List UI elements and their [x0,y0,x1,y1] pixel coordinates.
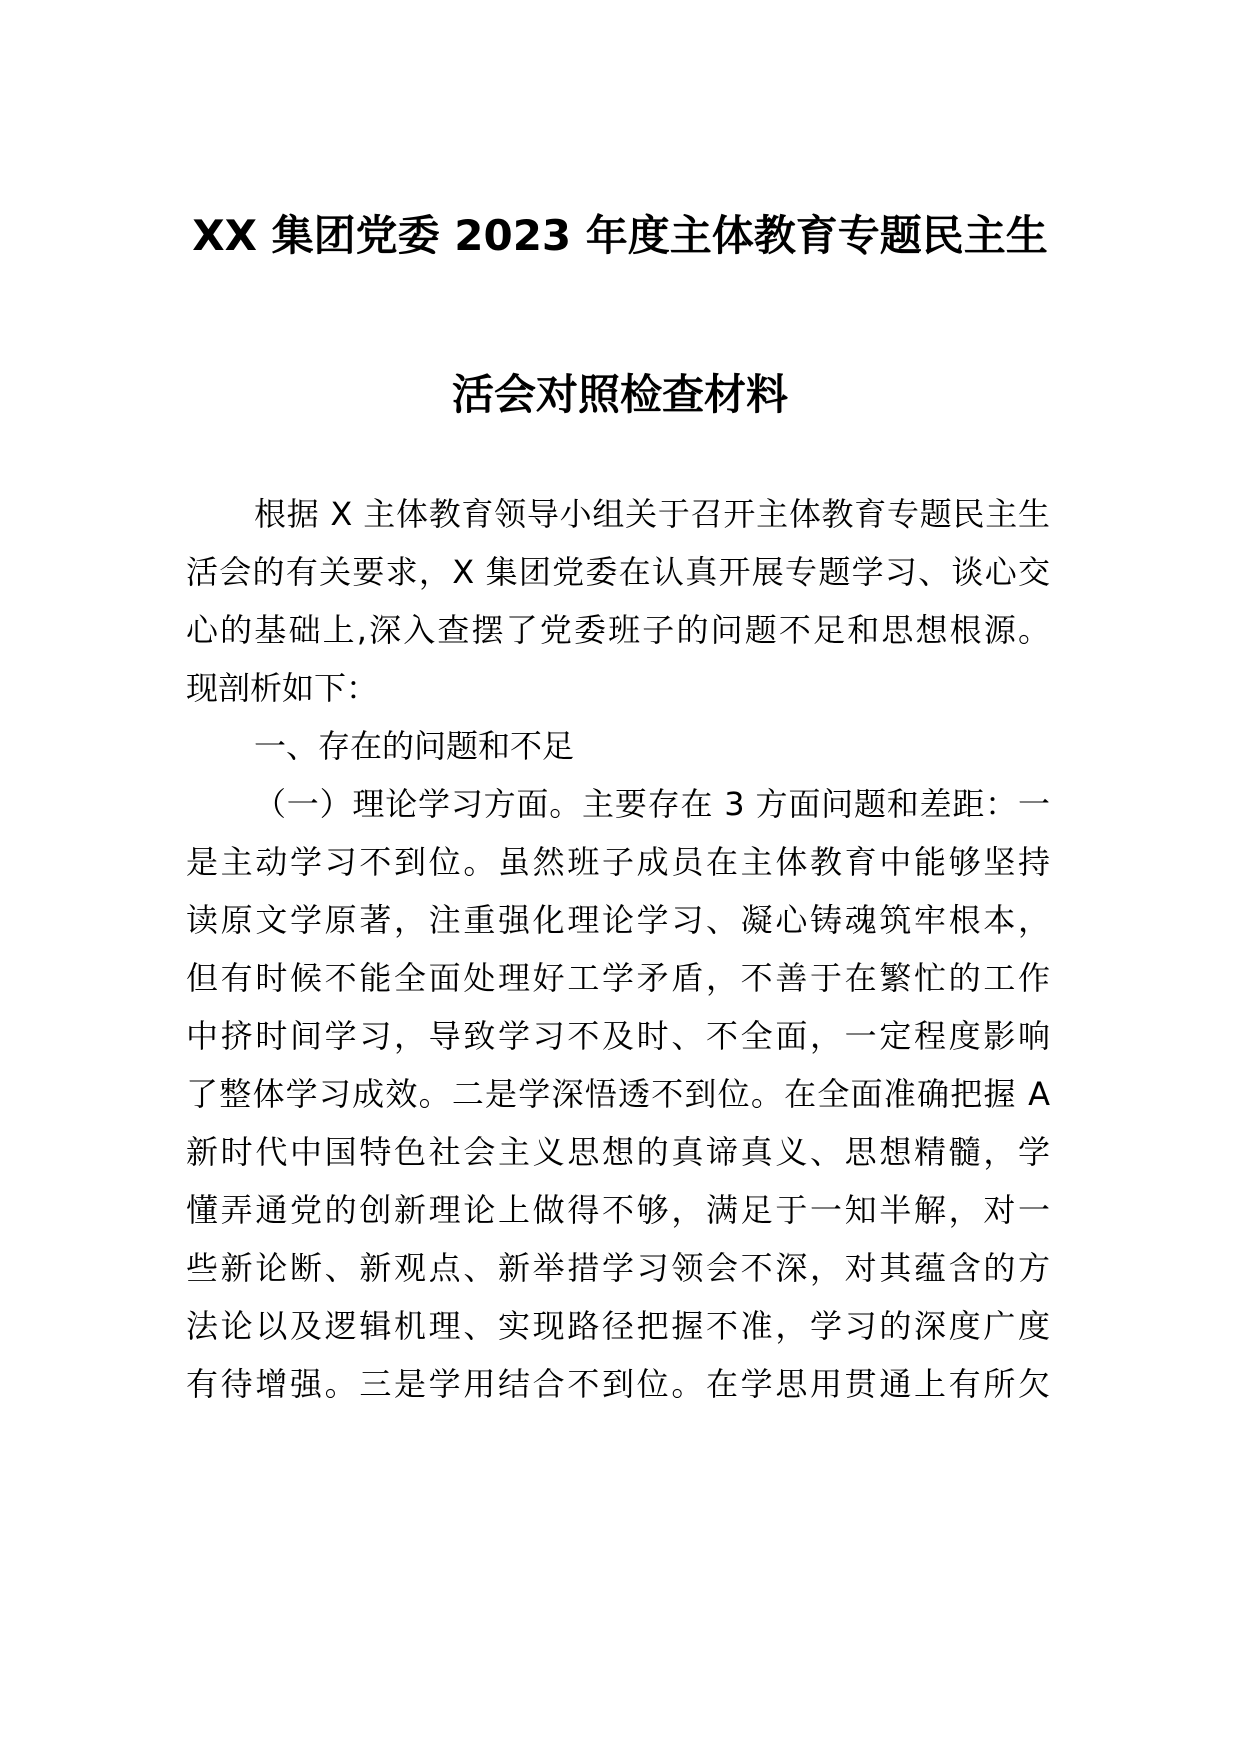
paragraph-line: 是主动学习不到位。虽然班子成员在主体教育中能够坚持 [186,843,1050,881]
paragraph-line: 但有时候不能全面处理好工学矛盾，不善于在繁忙的工作 [186,959,1050,997]
paragraph-line: 现剖析如下： [186,669,379,707]
section-heading: 一、存在的问题和不足 [254,727,575,765]
paragraph-line: 心的基础上,深入查摆了党委班子的问题不足和思想根源。 [186,611,1050,649]
document-title-line-1: XX 集团党委 2023 年度主体教育专题民主生 [192,211,1048,260]
paragraph-line: 些新论断、新观点、新举措学习领会不深，对其蕴含的方 [186,1249,1050,1287]
paragraph-line: 新时代中国特色社会主义思想的真谛真义、思想精髓，学 [186,1133,1050,1171]
paragraph-line: 根据 X 主体教育领导小组关于召开主体教育专题民主生 [254,495,1050,533]
paragraph-line: 有待增强。三是学用结合不到位。在学思用贯通上有所欠 [186,1365,1050,1403]
paragraph-line: 活会的有关要求，X 集团党委在认真开展专题学习、谈心交 [186,553,1050,591]
paragraph-line: 中挤时间学习，导致学习不及时、不全面，一定程度影响 [186,1017,1050,1055]
paragraph-line: 法论以及逻辑机理、实现路径把握不准，学习的深度广度 [186,1307,1050,1345]
paragraph-line: 懂弄通党的创新理论上做得不够，满足于一知半解，对一 [186,1191,1050,1229]
paragraph-line: 了整体学习成效。二是学深悟透不到位。在全面准确把握 A [186,1075,1050,1113]
paragraph-line: 读原文学原著，注重强化理论学习、凝心铸魂筑牢根本， [186,901,1050,939]
document-title-line-2: 活会对照检查材料 [451,370,788,419]
paragraph-line: （一）理论学习方面。主要存在 3 方面问题和差距：一 [254,785,1050,823]
